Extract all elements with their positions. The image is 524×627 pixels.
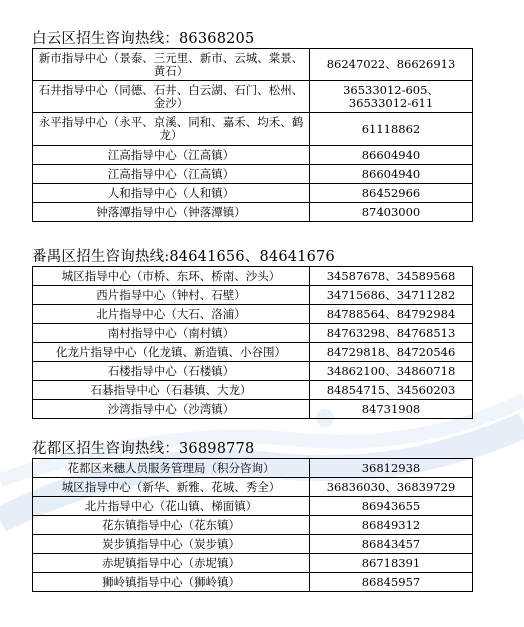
phone-cell: 86247022、86626913 xyxy=(310,49,473,81)
phone-cell: 84854715、34560203 xyxy=(310,381,473,400)
center-cell: 狮岭镇指导中心（狮岭镇） xyxy=(33,573,310,592)
center-cell: 江高指导中心（江高镇） xyxy=(33,146,310,165)
center-cell: 江高指导中心（江高镇） xyxy=(33,165,310,184)
section-heading: 番禺区招生咨询热线:84641656、84641676 xyxy=(32,249,335,265)
table-row xyxy=(33,343,473,362)
center-cell: 赤坭镇指导中心（赤坭镇） xyxy=(33,554,310,573)
phone-cell: 84731908 xyxy=(310,400,473,419)
table-row xyxy=(33,516,473,535)
center-cell: 西片指导中心（钟村、石壁） xyxy=(33,286,310,305)
center-cell: 花都区来穗人员服务管理局（积分咨询） xyxy=(33,459,310,478)
table-row xyxy=(33,305,473,324)
table-row xyxy=(33,49,473,81)
phone-cell: 34715686、34711282 xyxy=(310,286,473,305)
center-cell: 人和指导中心（人和镇） xyxy=(33,184,310,203)
table-row xyxy=(33,459,473,478)
center-cell: 北片指导中心（大石、洛浦） xyxy=(33,305,310,324)
phone-cell: 34587678、34589568 xyxy=(310,267,473,286)
table-row xyxy=(33,554,473,573)
baiyun-table xyxy=(32,48,473,222)
table-row xyxy=(33,535,473,554)
phone-cell: 36836030、36839729 xyxy=(310,478,473,497)
phone-cell: 87403000 xyxy=(310,203,473,222)
center-cell: 沙湾指导中心（沙湾镇） xyxy=(33,400,310,419)
phone-cell: 86452966 xyxy=(310,184,473,203)
huadu-table xyxy=(32,458,473,592)
table-row xyxy=(33,165,473,184)
center-cell: 北片指导中心（花山镇、梯面镇） xyxy=(33,497,310,516)
table-row xyxy=(33,113,473,146)
center-cell: 石碁指导中心（石碁镇、大龙） xyxy=(33,381,310,400)
phone-cell: 84788564、84792984 xyxy=(310,305,473,324)
phone-cell: 86604940 xyxy=(310,146,473,165)
table-row xyxy=(33,573,473,592)
table-row xyxy=(33,478,473,497)
phone-cell: 86845957 xyxy=(310,573,473,592)
center-cell: 石井指导中心（同德、石井、白云湖、石门、松州、金沙） xyxy=(33,81,310,113)
section-heading: 花都区招生咨询热线：36898778 xyxy=(32,441,255,457)
table-row xyxy=(33,324,473,343)
center-cell: 永平指导中心（永平、京溪、同和、嘉禾、均禾、鹤龙） xyxy=(33,113,310,146)
center-cell: 炭步镇指导中心（炭步镇） xyxy=(33,535,310,554)
phone-cell: 36812938 xyxy=(310,459,473,478)
center-cell: 钟落潭指导中心（钟落潭镇） xyxy=(33,203,310,222)
table-row xyxy=(33,203,473,222)
center-cell: 化龙片指导中心（化龙镇、新造镇、小谷围） xyxy=(33,343,310,362)
table-row xyxy=(33,184,473,203)
phone-cell: 36533012-605、36533012-611 xyxy=(310,81,473,113)
center-cell: 花东镇指导中心（花东镇） xyxy=(33,516,310,535)
center-cell: 新市指导中心（景泰、三元里、新市、云城、棠景、黄石） xyxy=(33,49,310,81)
table-row xyxy=(33,286,473,305)
phone-cell: 84763298、84768513 xyxy=(310,324,473,343)
table-row xyxy=(33,362,473,381)
phone-cell: 86849312 xyxy=(310,516,473,535)
phone-cell: 61118862 xyxy=(310,113,473,146)
phone-cell: 84729818、84720546 xyxy=(310,343,473,362)
table-row xyxy=(33,81,473,113)
table-row xyxy=(33,400,473,419)
phone-cell: 86718391 xyxy=(310,554,473,573)
center-cell: 城区指导中心（新华、新雅、花城、秀全） xyxy=(33,478,310,497)
center-cell: 城区指导中心（市桥、东环、桥南、沙头） xyxy=(33,267,310,286)
center-cell: 南村指导中心（南村镇） xyxy=(33,324,310,343)
huadu-section xyxy=(32,440,472,592)
baiyun-section xyxy=(32,30,472,222)
phone-cell: 86843457 xyxy=(310,535,473,554)
table-row xyxy=(33,497,473,516)
center-cell: 石楼指导中心（石楼镇） xyxy=(33,362,310,381)
table-row xyxy=(33,381,473,400)
table-row xyxy=(33,146,473,165)
phone-cell: 86604940 xyxy=(310,165,473,184)
phone-cell: 86943655 xyxy=(310,497,473,516)
panyu-table xyxy=(32,266,473,419)
panyu-section xyxy=(32,248,472,419)
table-row xyxy=(33,267,473,286)
phone-cell: 34862100、34860718 xyxy=(310,362,473,381)
section-heading: 白云区招生咨询热线：86368205 xyxy=(32,31,255,47)
